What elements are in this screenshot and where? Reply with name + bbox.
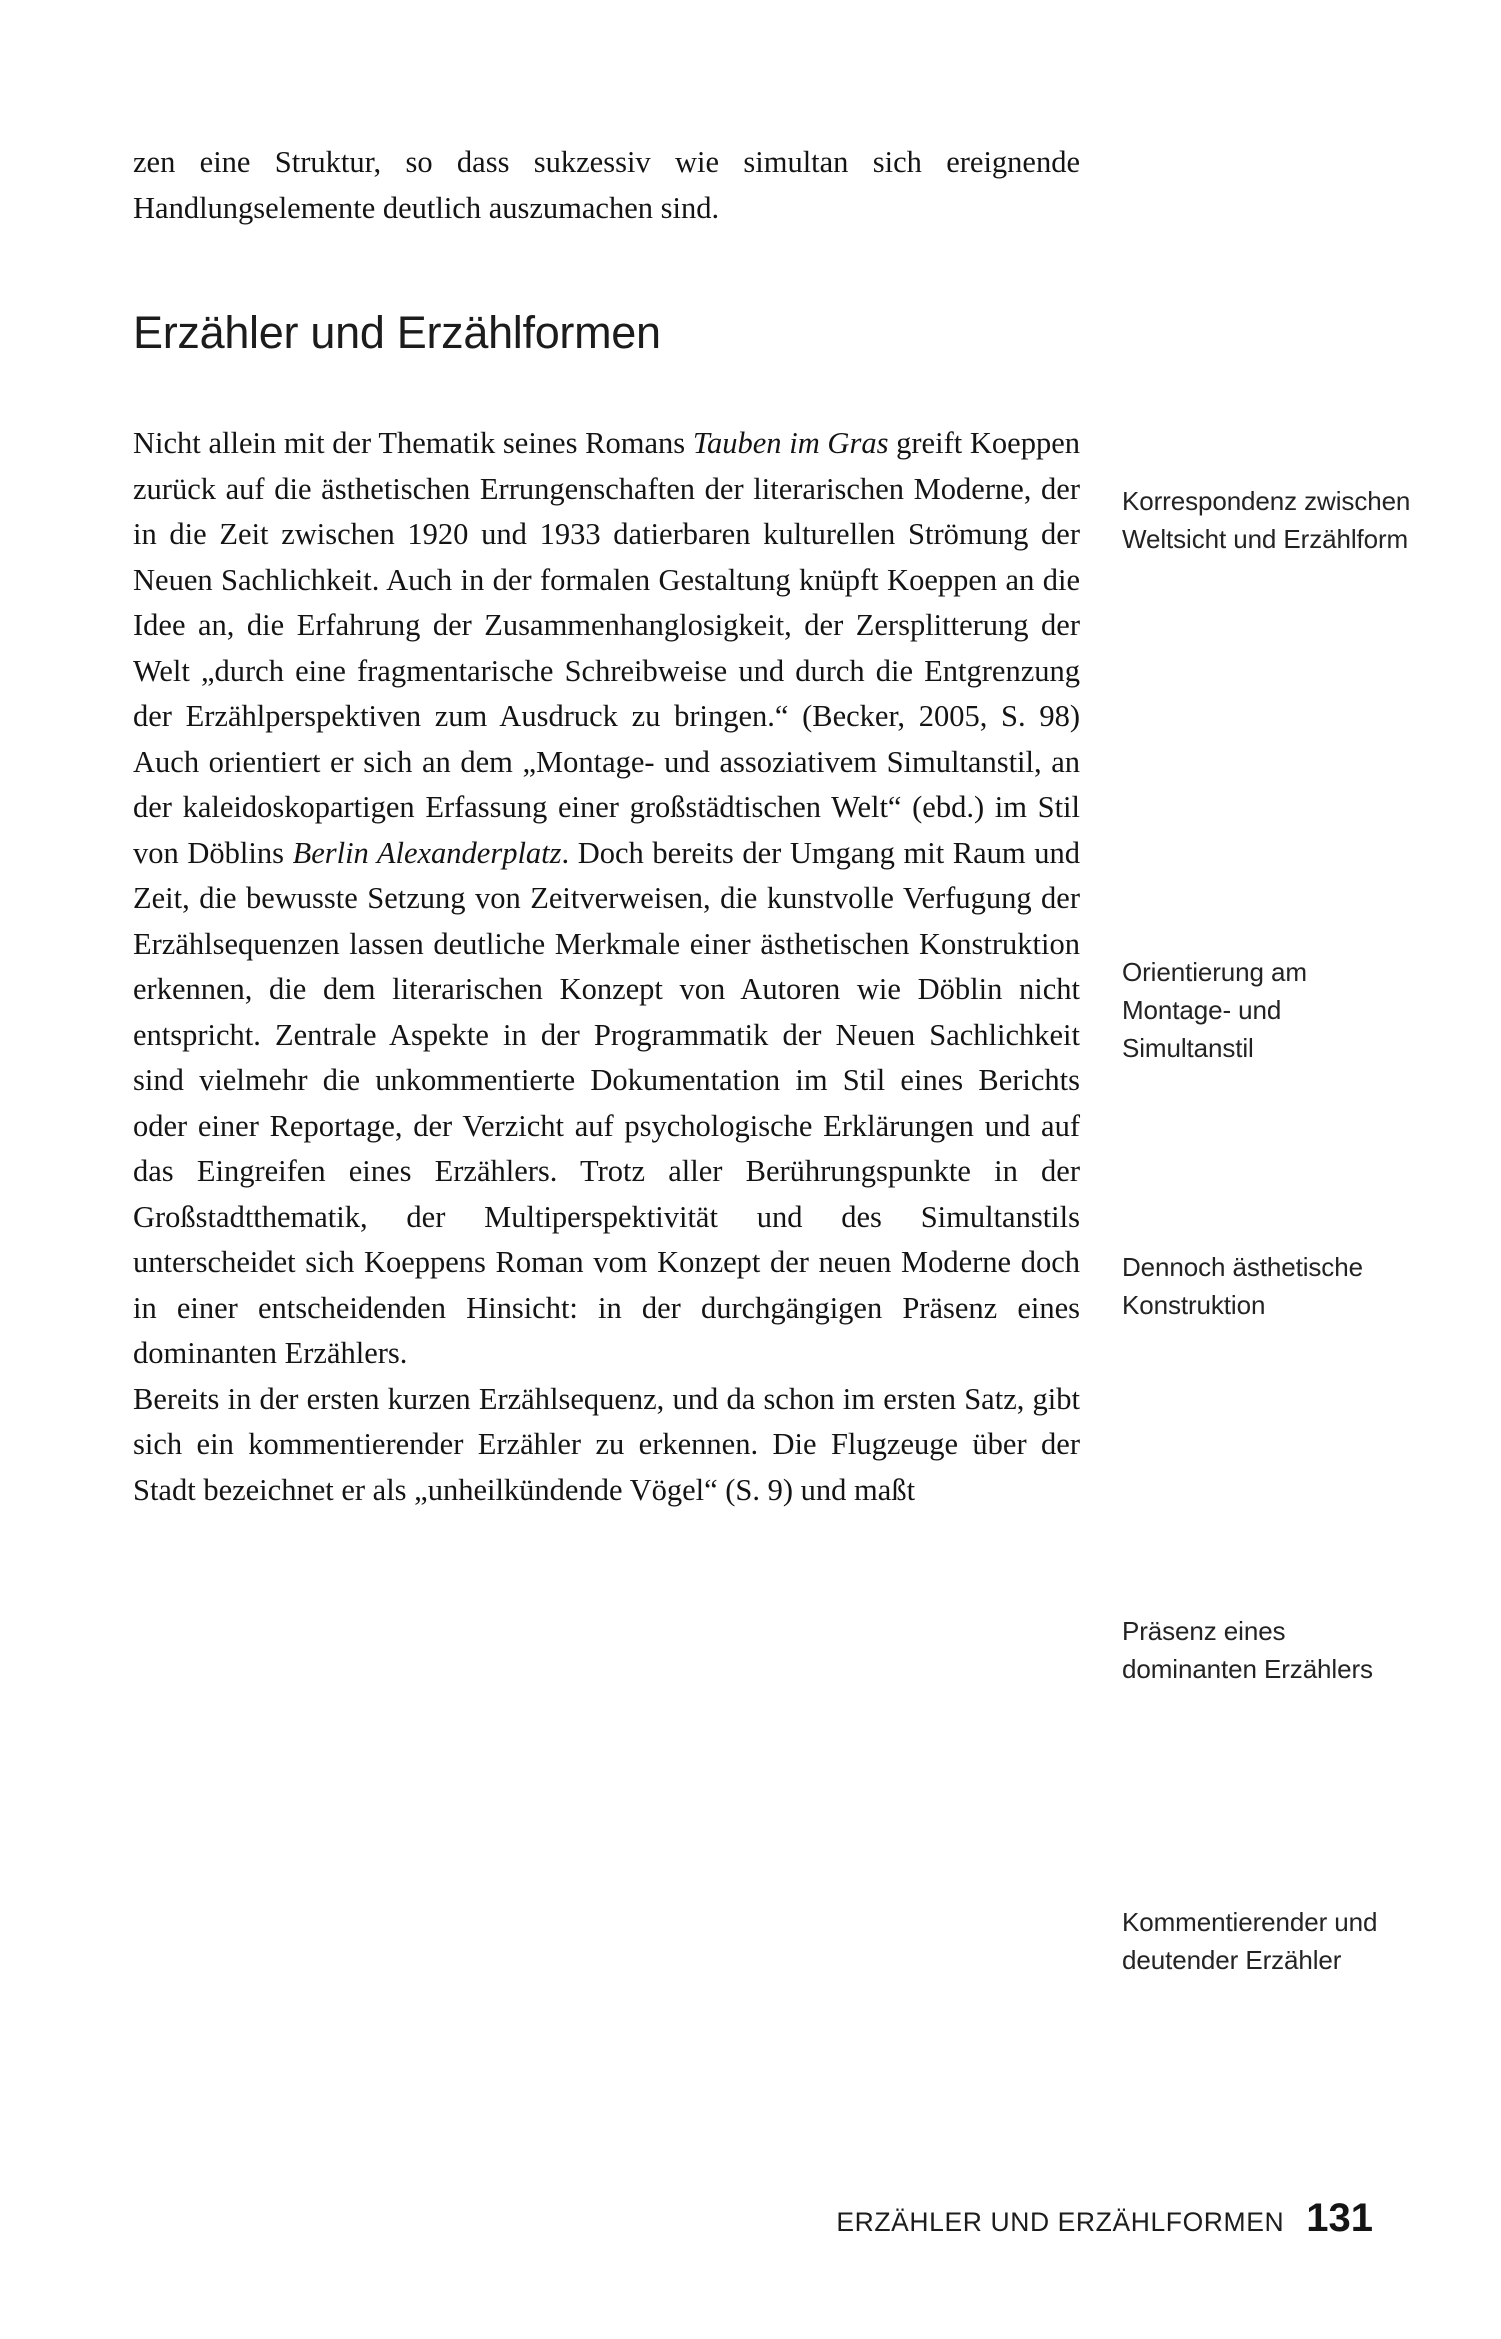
margin-note-konstruktion: Dennoch ästhetische Konstruktion (1122, 1252, 1363, 1320)
margin-note-orientierung: Orientierung am Montage- und Simultanstil (1122, 957, 1307, 1063)
margin-note-kommentierend: Kommentierender und deutender Erzähler (1122, 1907, 1378, 1975)
book-title-tauben-im-gras: Tauben im Gras (692, 426, 889, 460)
intro-paragraph: zen eine Struktur, so dass sukzessiv wie simultan sich ereignende Handlungselemente deutlich auszumachen sind. (133, 145, 1080, 225)
page-footer (0, 2196, 1501, 2256)
book-title-berlin-alexanderplatz: Berlin Alexanderplatz (292, 835, 562, 870)
running-head: ERZÄHLER UND ERZÄHLFORMEN (836, 2207, 1285, 2237)
paragraph-1-text-2: greift Koeppen zurück auf die ästhetischen Errungenschaften der literarischen Moderne, der in die Zeit zwischen 1920 und 1933 datierbaren kulturellen Strömung der Neuen Sachlichkeit. Auch in der formalen Gestaltung knüpft Koeppen an die Idee an, die Erfahrung der Zusammenhanglosigkeit, der Zersplitterung der Welt „durch eine fragmentarische Schreibweise und durch die Entgrenzung der Erzählperspektiven zum Ausdruck zu bringen.“ (Becker, 2005, S. 98) Auch orientiert er sich an dem „Montage- und assoziativem Simultanstil, an der kaleidoskopartigen Erfassung einer großstädtischen Welt“ (ebd.) im Stil von Döblins (133, 426, 1080, 870)
spacer-after-heading (133, 359, 1080, 421)
main-text-column (133, 140, 1080, 1513)
body-paragraph-1 (133, 421, 1080, 1377)
margin-note-praesenz: Präsenz eines dominanten Erzählers (1122, 1616, 1373, 1684)
paragraph-1-text-1: Nicht allein mit der Thematik seines Romans (133, 426, 693, 460)
paragraph-1-text-3: . Doch bereits der Umgang mit Raum und Zeit, die bewusste Setzung von Zeitverweisen, die kunstvolle Verfugung der Erzählsequenzen lassen deutliche Merkmale einer ästhetischen Konstruktion erkennen, die dem literarischen Konzept von Autoren wie Döblin nicht entspricht. Zentrale Aspekte in der Programmatik der Neuen Sachlichkeit sind vielmehr die unkommentierte Dokumentation im Stil eines Berichts oder einer Reportage, der Verzicht auf psychologische Erklärungen und auf das Eingreifen eines Erzählers. Trotz aller Berührungspunkte in der Großstadtthematik, der Multiperspektivität und des Simultanstils unterscheidet sich Koeppens Roman vom Konzept der neuen Moderne doch in einer entscheidenden Hinsicht: in der durchgängigen Präsenz eines dominanten Erzählers. (133, 835, 1081, 1370)
page-number: 131 (1306, 2196, 1373, 2240)
margin-note-korrespondenz: Korrespondenz zwischen Weltsicht und Erzählform (1122, 486, 1411, 554)
spacer-before-heading (133, 231, 1080, 307)
body-paragraph-2: Bereits in der ersten kurzen Erzählsequenz, und da schon im ersten Satz, gibt sich ein kommentierender Erzähler zu erkennen. Die Flugzeuge über der Stadt bezeichnet er als „unheilkündende Vögel“ (S. 9) und maßt (133, 1381, 1080, 1507)
page-title: Erzähler und Erzählformen (133, 307, 661, 358)
